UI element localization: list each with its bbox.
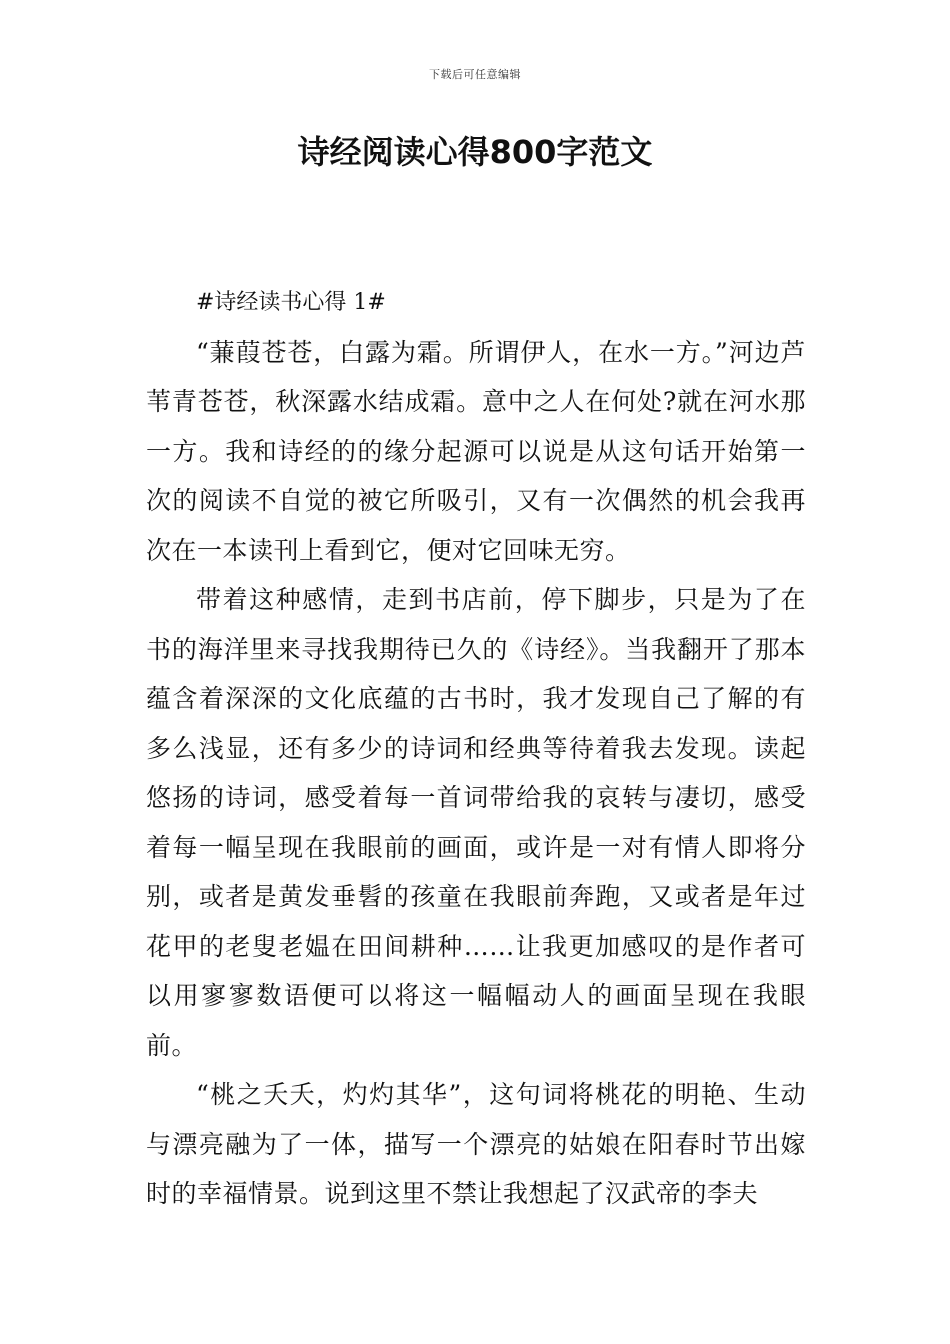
paragraph-2: 带着这种感情，走到书店前，停下脚步，只是为了在书的海洋里来寻找我期待已久的《诗经》。当我翻开了那本蕴含着深深的文化底蕴的古书时，我才发现自己了解的有多么浅显，还有多少的诗词和经典等待着我去发现。读起悠扬的诗词，感受着每一首词带给我的哀转与凄切，感受着每一幅呈现在我眼前的画面，或许是一对有情人即将分别，或者是黄发垂髫的孩童在我眼前奔跑，又或者是年过花甲的老叟老媪在田间耕种……让我更加感叹的是作者可以用寥寥数语便可以将这一幅幅动人的画面呈现在我眼前。	[146, 585, 806, 1060]
header-note: 下载后可任意编辑	[429, 68, 521, 81]
paragraph-3: “桃之夭夭，灼灼其华”，这句词将桃花的明艳、生动与漂亮融为了一体，描写一个漂亮的姑娘在阳春时节出嫁时的幸福情景。说到这里不禁让我想起了汉武帝的李夫	[146, 1080, 806, 1208]
paragraph-1: “蒹葭苍苍，白露为霜。所谓伊人，在水一方。”河边芦苇青苍苍，秋深露水结成霜。意中之人在何处?就在河水那一方。我和诗经的的缘分起源可以说是从这句话开始第一次的阅读不自觉的被它所吸引，又有一次偶然的机会我再次在一本读刊上看到它，便对它回味无穷。	[146, 337, 806, 565]
document-body	[146, 278, 806, 1219]
section-heading: #诗经读书心得 1#	[196, 290, 386, 315]
document-title: 诗经阅读心得800字范文	[297, 133, 653, 171]
